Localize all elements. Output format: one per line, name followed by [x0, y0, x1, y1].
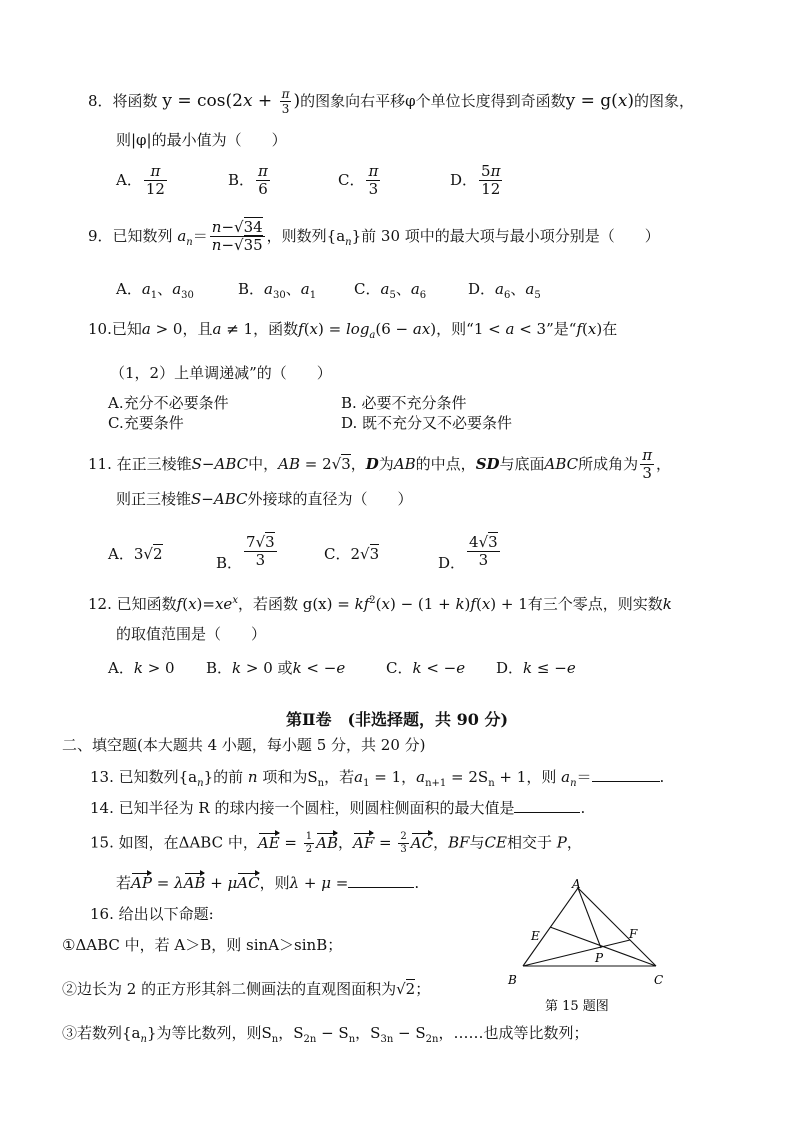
- q16-number: 16.: [90, 905, 114, 923]
- q8-option-d: D． $\frac{5\pi}{12}$: [450, 162, 501, 198]
- q8-formula-1: y = cos(2x + $\frac{\pi}{3}$ ): [162, 87, 301, 116]
- q8-formula-2: y = g(x): [565, 91, 635, 112]
- q9-line1: 9．已知数列 $a_n=$ $\frac{n-√34}{n-√35}$ ，则数列$\{a_n\}$前 30 项中的最大项与最小项分别是（ ）: [88, 218, 660, 254]
- q12-number: 12.: [88, 595, 112, 613]
- q14-line: 14. 已知半径为 R 的球内接一个圆柱，则圆柱侧面积的最大值是 .: [90, 799, 586, 817]
- q8-text: 将函数: [112, 92, 158, 111]
- q16-prop3: ③若数列$\{a_n\}$为等比数列，则$S_n$，$S_{2n} - S_n$，$S_{3n} - S_{2n}$，……也成等比数列；: [62, 1024, 589, 1045]
- section2-title: 第Ⅱ卷 (非选择题，共 90 分): [286, 710, 509, 729]
- edge-ac: [578, 888, 656, 966]
- q10-option-d: D. 既不充分又不必要条件: [341, 414, 513, 432]
- q14-number: 14.: [90, 799, 114, 817]
- q8-line2: 则|φ|的最小值为（ ）: [116, 131, 287, 149]
- section2-heading: 二、填空题(本大题共 4 小题，每小题 5 分，共 20 分): [62, 736, 426, 754]
- q8-line1: 8．将函数 y = cos(2x + $\frac{\pi}{3}$ )的图象向右平移φ个单位长度得到奇函数y = g(x)的图象，: [88, 87, 695, 116]
- q15-line1: 15. 如图，在ΔABC 中，AE = $\frac{1}{2}$ AB，AF = $\frac{2}{3}$ AC，BF与CE相交于 P，: [90, 831, 582, 855]
- label-e: E: [531, 929, 540, 943]
- q10-line1: 10.已知a > 0，且a ≠ 1，函数$f(x) = \log_a(6 - ax)$，则“1 < a < 3”是“f(x)在: [88, 320, 618, 341]
- q11-option-a: A．3√2: [108, 545, 163, 563]
- q13-answer-blank[interactable]: [592, 781, 660, 782]
- label-f: F: [629, 927, 638, 941]
- q10-option-b: B. 必要不充分条件: [341, 394, 467, 412]
- q15-answer-blank[interactable]: [348, 887, 414, 888]
- label-a: A: [572, 878, 581, 891]
- q9-option-b: B．$a_{30}$、$a_1$: [238, 280, 317, 301]
- q10-number: 10.: [88, 320, 112, 338]
- q16-prop2: ②边长为 2 的正方形其斜二侧画法的直观图面积为√2；: [62, 980, 431, 998]
- q12-line1: 12. 已知函数$f(x)=xe^x$，若函数 $g(x) = kf^2(x) - (1 + k)f(x) + 1$有三个零点，则实数k: [88, 595, 672, 613]
- q9-number: 9．: [88, 226, 113, 245]
- q11-line2: 则正三棱锥S−ABC外接球的直径为（ ）: [116, 490, 413, 508]
- q9-option-a: A．$a_1$、$a_{30}$: [116, 280, 194, 301]
- q13-number: 13.: [90, 768, 114, 786]
- q10-option-a: A.充分不必要条件: [108, 394, 229, 412]
- q8-option-a: A． $\frac{\pi}{12}$: [116, 162, 165, 198]
- q11-line1: 11. 在正三棱锥S−ABC中，AB = 2√3，D为AB的中点，SD与底面ABC所成角为 $\frac{\pi}{3}$ ，: [88, 446, 672, 482]
- figure-triangle: [505, 878, 685, 1018]
- q15-number: 15.: [90, 833, 114, 852]
- q9-option-c: C．$a_5$、$a_6$: [354, 280, 427, 301]
- figure-caption: 第 15 题图: [545, 999, 609, 1014]
- label-c: C: [654, 973, 664, 987]
- q8-option-b: B． $\frac{\pi}{6}$: [228, 162, 268, 198]
- q11-option-c: C．2√3: [324, 545, 380, 563]
- q14-answer-blank[interactable]: [514, 812, 580, 813]
- q16-prop1: ①ΔABC 中，若 A＞B，则 sinA＞sinB；: [62, 936, 343, 954]
- q11-number: 11.: [88, 454, 112, 473]
- q15-line2: 若AP = λAB + μAC，则λ + μ = .: [116, 874, 420, 892]
- q13-line: 13. 已知数列$\{a_n\}$的前 n 项和为$S_n$，若$a_1 = 1$，$a_{n+1} = 2S_n + 1$，则 $a_n=$ .: [90, 768, 665, 789]
- q10-option-c: C.充要条件: [108, 414, 184, 432]
- q11-option-d: D． $\frac{4√3}{3}$: [438, 533, 498, 572]
- q8-number: 8．: [88, 92, 113, 111]
- q9-option-d: D．$a_6$、$a_5$: [468, 280, 541, 301]
- q12-option-a: A．k > 0: [108, 659, 175, 677]
- q12-option-c: C．k < −e: [386, 659, 466, 677]
- q11-option-b: B． $\frac{7√3}{3}$: [216, 533, 275, 572]
- q16-header: 16. 给出以下命题:: [90, 905, 214, 923]
- label-p: P: [595, 951, 604, 965]
- q12-line2: 的取值范围是（ ）: [116, 625, 267, 643]
- q9-formula: $a_n=$ $\frac{n-√34}{n-√35}$: [177, 218, 263, 254]
- q8-option-c: C． $\frac{\pi}{3}$: [338, 162, 379, 198]
- q10-line2: （1，2）上单调递减”的（ ）: [110, 364, 332, 382]
- q12-option-b: B．k > 0 或k < −e: [206, 659, 346, 677]
- q12-option-d: D．k ≤ −e: [496, 659, 576, 677]
- label-b: B: [508, 973, 517, 987]
